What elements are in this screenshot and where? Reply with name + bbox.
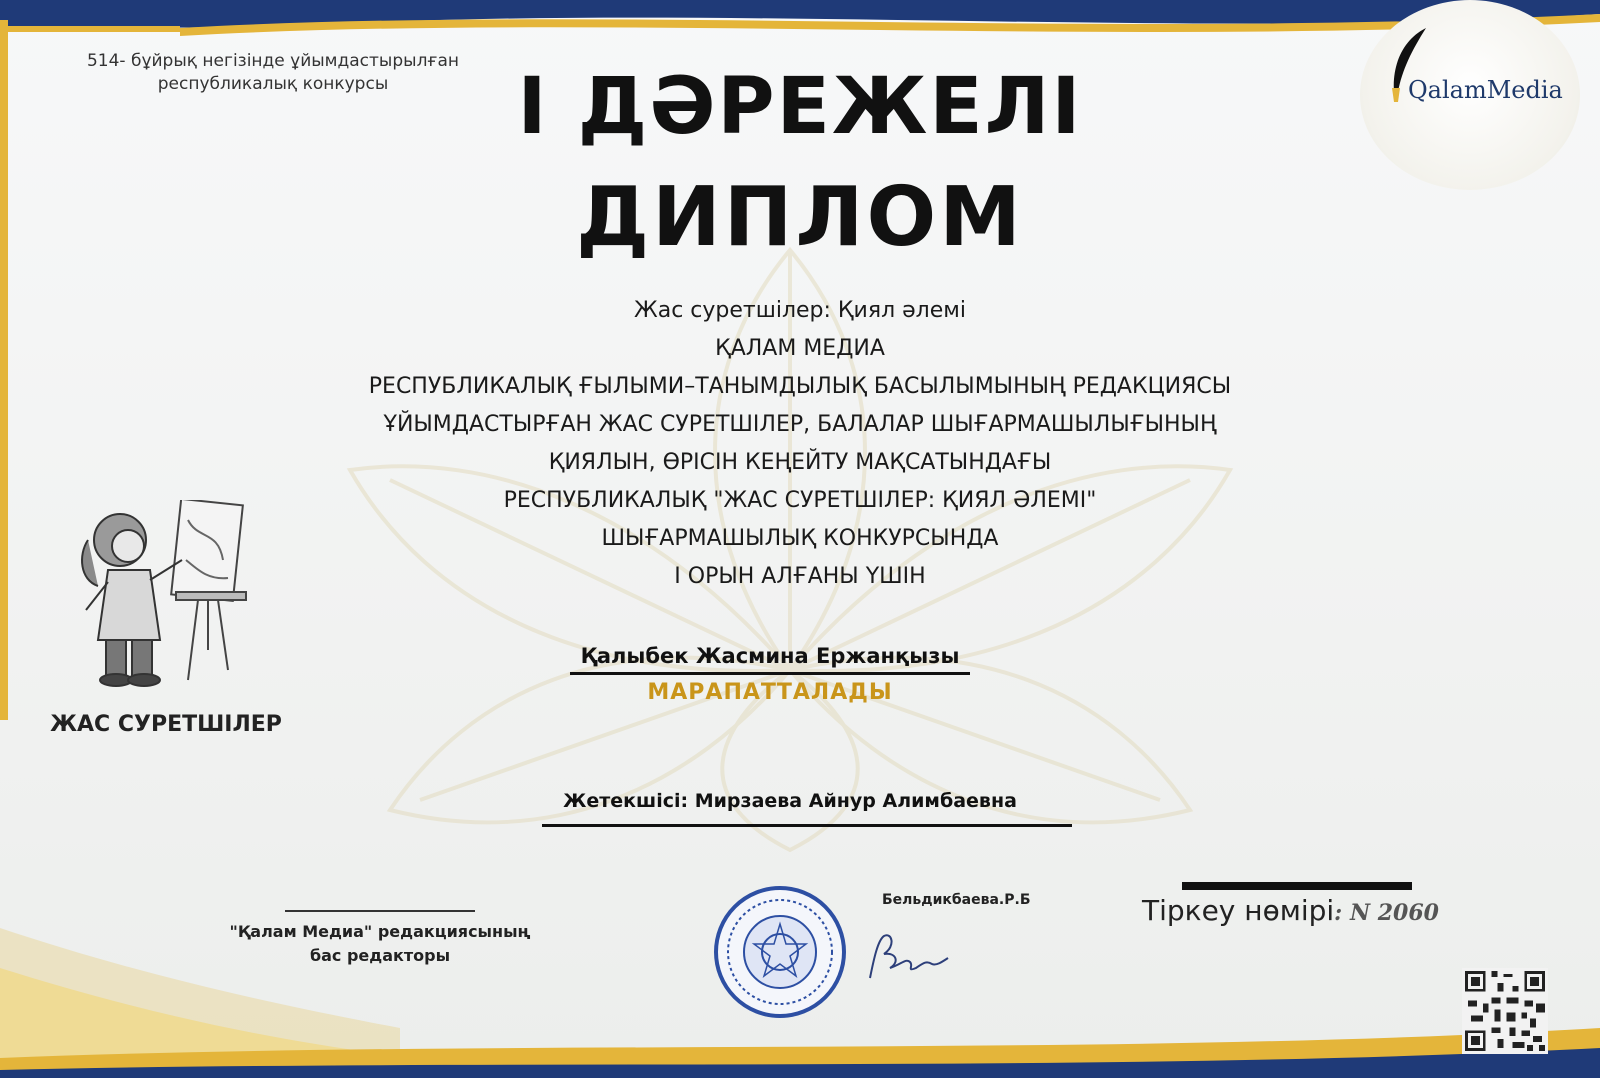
order-note-line1: 514- бұйрық негізінде ұйымдастырылған xyxy=(86,51,460,71)
body-line: ҚАЛАМ МЕДИА xyxy=(715,336,885,361)
supervisor-underline xyxy=(542,824,1072,827)
child-painting-illustration xyxy=(58,500,258,700)
body-line: РЕСПУБЛИКАЛЫҚ "ЖАС СУРЕТШІЛЕР: ҚИЯЛ ӘЛЕМІ" xyxy=(503,488,1097,513)
body-line: ШЫҒАРМАШЫЛЫҚ КОНКУРСЫНДА xyxy=(601,526,999,551)
registration-number xyxy=(1142,894,1439,927)
editor-line2: бас редакторы xyxy=(309,946,451,965)
editor-title xyxy=(180,920,580,968)
body-line: ҚИЯЛЫН, ӨРІСІН КЕҢЕЙТУ МАҚСАТЫНДАҒЫ xyxy=(548,450,1052,475)
logo-text: QalamMedia xyxy=(1408,76,1563,104)
editor-line1: "Қалам Медиа" редакциясының xyxy=(229,922,531,941)
supervisor-name: Жетекшісі: Мирзаева Айнур Алимбаевна xyxy=(563,790,1017,812)
brand-label: ЖАС СУРЕТШІЛЕР xyxy=(50,712,282,737)
state-emblem-seal-icon xyxy=(712,884,848,1020)
registration-value: : N 2060 xyxy=(1334,900,1439,926)
body-line: І ОРЫН АЛҒАНЫ ҮШІН xyxy=(674,564,926,589)
registration-bar xyxy=(1182,882,1412,890)
recipient-underline xyxy=(570,672,970,675)
editor-signature-line xyxy=(285,910,475,912)
body-line: Жас суретшілер: Қиял әлемі xyxy=(634,298,966,323)
recipient-name: Қалыбек Жасмина Ержанқызы xyxy=(580,644,960,668)
signer-name: Бельдикбаева.Р.Б xyxy=(882,892,1031,908)
award-body-text xyxy=(250,292,1350,596)
registration-label: Тіркеу нөмірі xyxy=(1142,894,1335,927)
body-line: ҰЙЫМДАСТЫРҒАН ЖАС СУРЕТШІЛЕР, БАЛАЛАР ШЫҒАРМАШЫЛЫҒЫНЫҢ xyxy=(383,412,1217,437)
awarded-label: МАРАПАТТАЛАДЫ xyxy=(647,680,893,705)
handwritten-signature xyxy=(862,928,952,984)
diploma-degree-title: І ДӘРЕЖЕЛІ xyxy=(517,62,1083,152)
body-line: РЕСПУБЛИКАЛЫҚ ҒЫЛЫМИ–ТАНЫМДЫЛЫҚ БАСЫЛЫМЫНЫҢ РЕДАКЦИЯСЫ xyxy=(368,374,1232,399)
qr-code-icon xyxy=(1462,968,1548,1054)
diploma-title: ДИПЛОМ xyxy=(576,170,1024,265)
order-note-line2: республикалық конкурсы xyxy=(157,73,389,94)
